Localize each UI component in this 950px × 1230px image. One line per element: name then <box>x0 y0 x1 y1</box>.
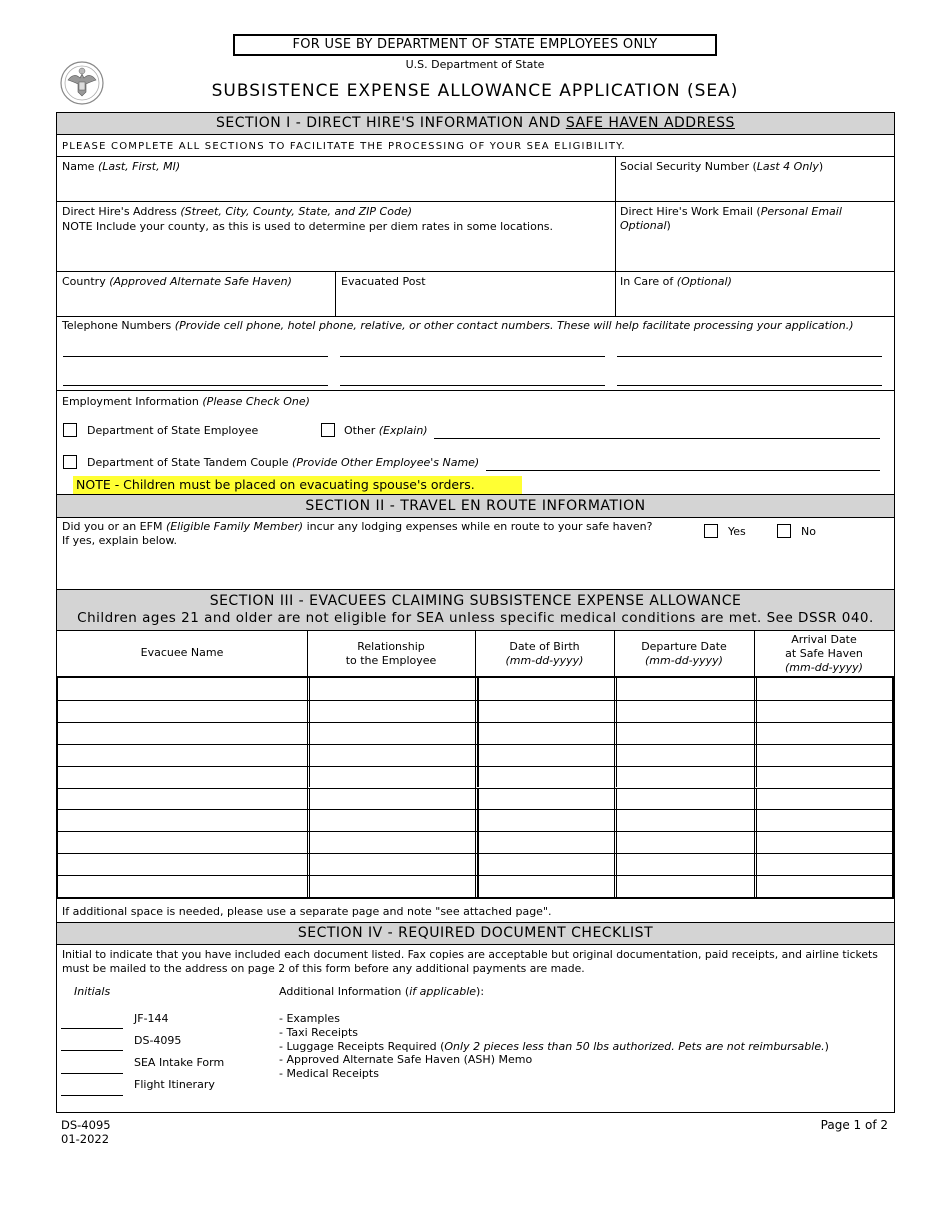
evacuee-cell[interactable] <box>477 810 616 831</box>
evacuee-cell[interactable] <box>616 701 756 722</box>
evacuated-post-label: Evacuated Post <box>341 275 426 288</box>
country-field[interactable] <box>60 291 332 315</box>
country-label: Country (Approved Alternate Safe Haven) <box>62 275 292 288</box>
evacuee-cell[interactable] <box>616 789 756 810</box>
evacuee-cell[interactable] <box>309 854 477 875</box>
ssn-field[interactable] <box>618 176 890 198</box>
evacuee-cell[interactable] <box>756 876 892 897</box>
form-title: SUBSISTENCE EXPENSE ALLOWANCE APPLICATION (SEA) <box>211 81 739 101</box>
evacuee-cell[interactable] <box>309 810 477 831</box>
in-care-of-label: In Care of (Optional) <box>620 275 732 288</box>
section-2-heading: SECTION II - TRAVEL EN ROUTE INFORMATION <box>57 494 894 518</box>
evacuee-cell[interactable] <box>58 767 309 788</box>
lodging-explanation-field[interactable] <box>60 550 890 586</box>
table-row <box>58 766 892 788</box>
phone-field-1[interactable] <box>63 356 328 357</box>
evacuee-cell[interactable] <box>309 789 477 810</box>
table-row <box>58 788 892 810</box>
name-field[interactable] <box>60 176 610 198</box>
initials-label: Initials <box>74 985 111 998</box>
evacuee-cell[interactable] <box>756 701 892 722</box>
additional-info-label: Additional Information (if applicable): <box>279 985 485 998</box>
lodging-question: Did you or an EFM (Eligible Family Member) incur any lodging expenses while en route to your safe haven? <box>62 520 653 533</box>
evacuee-cell[interactable] <box>309 701 477 722</box>
col-relationship: Relationship to the Employee <box>345 640 437 667</box>
evacuee-cell[interactable] <box>477 701 616 722</box>
section-4-instruction: Initial to indicate that you have included each document listed. Fax copies are acceptable but original documentation, paid receipts, and airline tickets must be mailed to the address on page 2 of this form before any additional payments are made. <box>62 948 878 975</box>
evacuee-cell[interactable] <box>58 789 309 810</box>
evacuee-cell[interactable] <box>756 832 892 853</box>
in-care-of-field[interactable] <box>618 291 890 315</box>
initials-field-ds4095[interactable] <box>61 1050 123 1051</box>
evacuee-cell[interactable] <box>309 876 477 897</box>
evacuee-cell[interactable] <box>756 767 892 788</box>
form-revision-date: 01-2022 <box>61 1132 110 1146</box>
evacuee-cell[interactable] <box>58 678 309 700</box>
evacuee-cell[interactable] <box>477 789 616 810</box>
section-1-heading: SECTION I - DIRECT HIRE'S INFORMATION AND SAFE HAVEN ADDRESS <box>57 112 894 135</box>
evacuee-cell[interactable] <box>477 876 616 897</box>
evacuee-cell[interactable] <box>477 832 616 853</box>
additional-item: - Approved Alternate Safe Haven (ASH) Memo <box>279 1053 533 1066</box>
initials-field-jf144[interactable] <box>61 1028 123 1029</box>
evacuee-cell[interactable] <box>309 832 477 853</box>
evacuee-cell[interactable] <box>309 678 477 700</box>
evacuee-cell[interactable] <box>309 767 477 788</box>
evacuee-cell[interactable] <box>58 745 309 766</box>
additional-item: - Medical Receipts <box>279 1067 379 1080</box>
evacuee-cell[interactable] <box>616 832 756 853</box>
evacuee-cell[interactable] <box>58 810 309 831</box>
tandem-couple-label: Department of State Tandem Couple (Provide Other Employee's Name) <box>87 456 480 469</box>
lodging-no-label: No <box>801 525 816 538</box>
lodging-explain-hint: If yes, explain below. <box>62 534 178 547</box>
dos-employee-checkbox[interactable] <box>63 423 77 437</box>
phone-field-3[interactable] <box>617 356 882 357</box>
section-1-instruction: PLEASE COMPLETE ALL SECTIONS TO FACILITATE THE PROCESSING OF YOUR SEA ELIGIBILITY. <box>62 141 626 152</box>
table-row <box>58 678 892 700</box>
doc-ds4095: DS-4095 <box>134 1034 182 1047</box>
table-row <box>58 875 892 897</box>
evacuee-cell[interactable] <box>477 723 616 744</box>
evacuee-cell[interactable] <box>58 832 309 853</box>
evacuee-cell[interactable] <box>58 854 309 875</box>
evacuee-cell[interactable] <box>756 810 892 831</box>
phone-field-4[interactable] <box>63 385 328 386</box>
col-departure-date: Departure Date (mm-dd-yyyy) <box>641 640 727 667</box>
lodging-yes-checkbox[interactable] <box>704 524 718 538</box>
form-number: DS-4095 <box>61 1118 111 1132</box>
table-row <box>58 700 892 722</box>
evacuee-cell[interactable] <box>756 854 892 875</box>
evacuee-cell[interactable] <box>58 701 309 722</box>
evacuee-cell[interactable] <box>756 723 892 744</box>
evacuee-cell[interactable] <box>477 767 616 788</box>
children-note: NOTE - Children must be placed on evacuating spouse's orders. <box>73 476 522 494</box>
email-field[interactable] <box>618 236 890 268</box>
col-date-of-birth: Date of Birth (mm-dd-yyyy) <box>505 640 584 667</box>
additional-item: - Luggage Receipts Required (Only 2 pieces less than 50 lbs authorized. Pets are not reimbursable.) <box>279 1040 829 1053</box>
section-4-heading: SECTION IV - REQUIRED DOCUMENT CHECKLIST <box>57 922 894 945</box>
table-row <box>58 853 892 875</box>
dos-employee-label: Department of State Employee <box>87 424 259 437</box>
evacuee-cell[interactable] <box>58 723 309 744</box>
lodging-yes-label: Yes <box>728 525 746 538</box>
evacuee-cell[interactable] <box>616 767 756 788</box>
evacuee-cell[interactable] <box>616 810 756 831</box>
evacuee-cell[interactable] <box>756 678 892 700</box>
evacuee-cell[interactable] <box>756 745 892 766</box>
address-label: Direct Hire's Address (Street, City, County, State, and ZIP Code) <box>62 205 413 218</box>
evacuee-cell[interactable] <box>477 854 616 875</box>
ssn-label: Social Security Number (Last 4 Only) <box>620 160 824 173</box>
agency-name: U.S. Department of State <box>405 58 545 71</box>
address-field[interactable] <box>60 236 610 268</box>
evacuee-cell[interactable] <box>309 745 477 766</box>
evacuated-post-field[interactable] <box>339 291 611 315</box>
table-row <box>58 809 892 831</box>
evacuee-cell[interactable] <box>756 789 892 810</box>
tandem-name-field[interactable] <box>486 470 880 471</box>
other-checkbox[interactable] <box>321 423 335 437</box>
doc-sea-intake: SEA Intake Form <box>134 1056 225 1069</box>
email-label: Direct Hire's Work Email (Personal Email Optional) <box>620 205 842 232</box>
additional-item: - Taxi Receipts <box>279 1026 358 1039</box>
table-row <box>58 831 892 853</box>
evacuee-cell[interactable] <box>477 678 616 700</box>
page-number: Page 1 of 2 <box>820 1118 888 1132</box>
evacuee-cell[interactable] <box>309 723 477 744</box>
address-note: NOTE Include your county, as this is used to determine per diem rates in some locations. <box>62 220 554 233</box>
phone-field-2[interactable] <box>340 356 605 357</box>
table-row <box>58 722 892 744</box>
lodging-no-checkbox[interactable] <box>777 524 791 538</box>
initials-field-sea-intake[interactable] <box>61 1073 123 1074</box>
table-row <box>58 744 892 766</box>
evacuee-cell[interactable] <box>616 876 756 897</box>
doc-jf144: JF-144 <box>134 1012 169 1025</box>
name-label: Name (Last, First, MI) <box>62 160 181 173</box>
additional-item: - Examples <box>279 1012 340 1025</box>
section-3-footnote: If additional space is needed, please use a separate page and note "see attached page". <box>62 905 552 918</box>
evacuee-cell[interactable] <box>616 745 756 766</box>
initials-field-flight-itinerary[interactable] <box>61 1095 123 1096</box>
other-explain-field[interactable] <box>434 438 880 439</box>
restricted-banner: FOR USE BY DEPARTMENT OF STATE EMPLOYEES ONLY <box>233 34 717 56</box>
other-label: Other (Explain) <box>344 424 428 437</box>
phone-field-6[interactable] <box>617 385 882 386</box>
evacuee-cell[interactable] <box>477 745 616 766</box>
phone-field-5[interactable] <box>340 385 605 386</box>
col-arrival-date: Arrival Date at Safe Haven (mm-dd-yyyy) <box>785 633 863 674</box>
evacuee-table <box>56 676 894 899</box>
telephone-label: Telephone Numbers (Provide cell phone, hotel phone, relative, or other contact numbers. These will help facilitate processing your application.) <box>62 319 854 332</box>
tandem-couple-checkbox[interactable] <box>63 455 77 469</box>
employment-label: Employment Information (Please Check One) <box>62 395 310 408</box>
evacuee-cell[interactable] <box>616 723 756 744</box>
evacuee-cell[interactable] <box>616 678 756 700</box>
evacuee-cell[interactable] <box>58 876 309 897</box>
doc-flight-itinerary: Flight Itinerary <box>134 1078 215 1091</box>
evacuee-cell[interactable] <box>616 854 756 875</box>
col-evacuee-name: Evacuee Name <box>140 646 224 659</box>
section-3-heading: SECTION III - EVACUEES CLAIMING SUBSISTENCE EXPENSE ALLOWANCE Children ages 21 and older are not eligible for SEA unless specific medical conditions are met. See DSSR 040. <box>57 589 894 631</box>
